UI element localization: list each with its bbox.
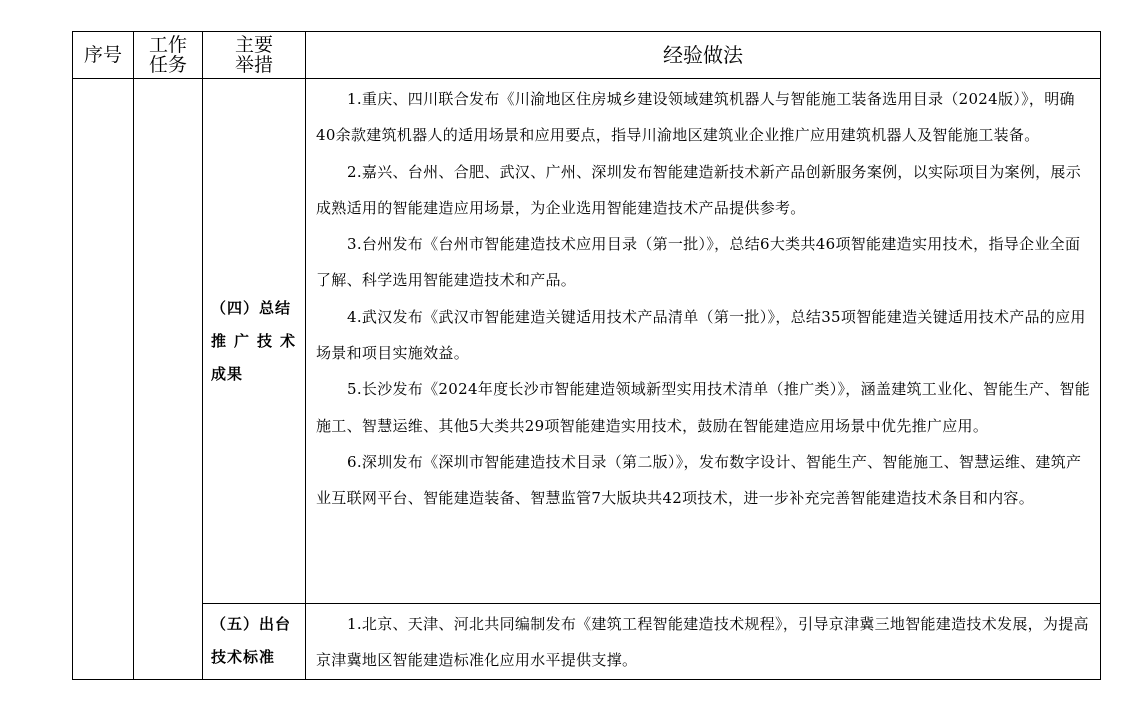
experience-paragraph: 1.北京、天津、河北共同编制发布《建筑工程智能建造技术规程》，引导京津冀三地智能建造技术发展，为提高京津冀地区智能建造标准化应用水平提供支撑。 bbox=[316, 615, 1089, 670]
experience-table bbox=[72, 31, 1101, 680]
header-work-task-line1: 工作 bbox=[148, 34, 187, 56]
header-serial-number: 序号 bbox=[73, 32, 134, 79]
measure-line: 推广技术 bbox=[211, 331, 304, 350]
header-main-measure-line1: 主要 bbox=[234, 34, 273, 56]
header-experience: 经验做法 bbox=[306, 32, 1101, 79]
table-row bbox=[73, 604, 1101, 680]
experience-cell bbox=[306, 79, 1101, 604]
header-work-task-line2: 任务 bbox=[148, 54, 187, 76]
header-main-measure-line2: 举措 bbox=[234, 54, 273, 76]
table-header-row bbox=[73, 32, 1101, 79]
serial-number-cell bbox=[73, 79, 134, 680]
table-row bbox=[73, 79, 1101, 604]
experience-paragraph: 1.重庆、四川联合发布《川渝地区住房城乡建设领域建筑机器人与智能施工装备选用目录（2024版）》，明确40余款建筑机器人的适用场景和应用要点，指导川渝地区建筑业企业推广应用建筑机器人及智能施工装备。 bbox=[316, 90, 1075, 145]
main-measure-cell bbox=[203, 604, 306, 680]
experience-cell bbox=[306, 604, 1101, 680]
experience-paragraph: 2.嘉兴、台州、合肥、武汉、广州、深圳发布智能建造新技术新产品创新服务案例，以实际项目为案例，展示成熟适用的智能建造应用场景，为企业选用智能建造技术产品提供参考。 bbox=[316, 162, 1082, 217]
header-main-measure bbox=[203, 32, 306, 79]
header-work-task bbox=[134, 32, 203, 79]
measure-line: （五）出台 bbox=[211, 615, 292, 634]
work-task-cell bbox=[134, 79, 203, 680]
measure-line: （四）总结 bbox=[211, 298, 292, 317]
experience-paragraph: 4.武汉发布《武汉市智能建造关键适用技术产品清单（第一批）》，总结35项智能建造关键适用技术产品的应用场景和项目实施效益。 bbox=[316, 307, 1086, 363]
experience-paragraph: 3.台州发布《台州市智能建造技术应用目录（第一批）》，总结6大类共46项智能建造实用技术，指导企业全面了解、科学选用智能建造技术和产品。 bbox=[316, 235, 1081, 290]
experience-paragraph: 5.长沙发布《2024年度长沙市智能建造领域新型实用技术清单（推广类）》，涵盖建筑工业化、智能生产、智能施工、智慧运维、其他5大类共29项智能建造实用技术，鼓励在智能建造应用场景中优先推广应用。 bbox=[316, 380, 1091, 435]
experience-paragraph: 6.深圳发布《深圳市智能建造技术目录（第二版）》，发布数字设计、智能生产、智能施工、智慧运维、建筑产业互联网平台、智能建造装备、智慧监管7大版块共42项技术，进一步补充完善智能建造技术条目和内容。 bbox=[316, 452, 1082, 508]
main-measure-cell bbox=[203, 79, 306, 604]
measure-line: 技术标准 bbox=[211, 648, 276, 667]
measure-line: 成果 bbox=[211, 364, 244, 383]
